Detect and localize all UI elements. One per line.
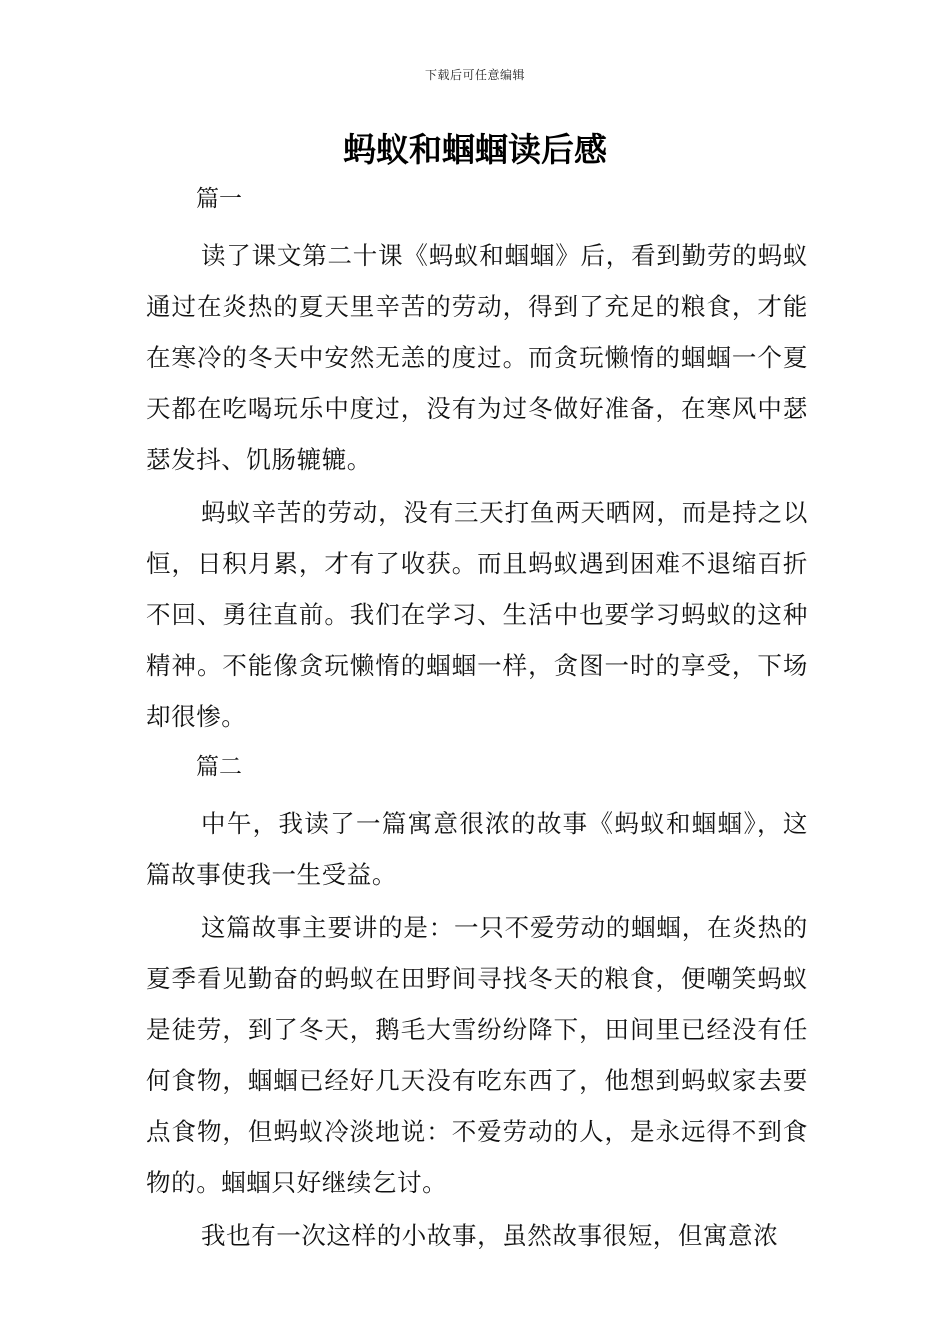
paragraph: 蚂蚁辛苦的劳动，没有三天打鱼两天晒网，而是持之以恒，日积月累，才有了收获。而且蚂蚁遇到困难不退缩百折不回、勇往直前。我们在学习、生活中也要学习蚂蚁的这种精神。不能像贪玩懒惰的蝈蝈一样，贪图一时的享受，下场却很惨。 [146,498,808,731]
paragraph: 这篇故事主要讲的是：一只不爱劳动的蝈蝈，在炎热的夏季看见勤奋的蚂蚁在田野间寻找冬天的粮食，便嘲笑蚂蚁是徒劳，到了冬天，鹅毛大雪纷纷降下，田间里已经没有任何食物，蝈蝈已经好几天没有吃东西了，他想到蚂蚁家去要点食物，但蚂蚁冷淡地说：不爱劳动的人，是永远得不到食物的。蝈蝈只好继续乞讨。 [146,913,808,1197]
section-label-2: 篇二 [196,754,242,780]
section-label-1: 篇一 [196,186,242,212]
page-title: 蚂蚁和蝈蝈读后感 [343,130,607,169]
header-note: 下载后可任意编辑 [424,68,525,82]
paragraph: 读了课文第二十课《蚂蚁和蝈蝈》后，看到勤劳的蚂蚁通过在炎热的夏天里辛苦的劳动，得到了充足的粮食，才能在寒冷的冬天中安然无恙的度过。而贪玩懒惰的蝈蝈一个夏天都在吃喝玩乐中度过，没有为过冬做好准备，在寒风中瑟瑟发抖、饥肠辘辘。 [146,241,808,474]
document-body [146,180,808,1261]
paragraph: 中午，我读了一篇寓意很浓的故事《蚂蚁和蝈蝈》，这篇故事使我一生受益。 [146,809,808,889]
paragraph: 我也有一次这样的小故事，虽然故事很短，但寓意浓 [201,1221,779,1250]
